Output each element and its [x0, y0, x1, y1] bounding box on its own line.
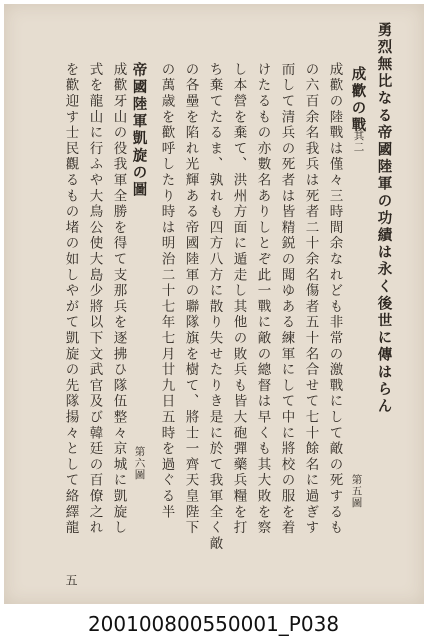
- document-page: [4, 4, 424, 604]
- section-subheading: 其二: [352, 130, 365, 153]
- body-line: し本營を棄て、洪州方面に遁走し其他の敗兵も皆大砲彈藥兵糧を打: [230, 62, 247, 536]
- body-line: の六百余名我兵は死者二十余名傷者五十名合せて七十餘名に過ぎす: [302, 62, 319, 536]
- body-line: 成歡牙山の役我軍全勝を得て支那兵を逐拂ひ隊伍整々京城に凱旋し: [110, 62, 127, 536]
- section-heading: 帝國陸軍凱旋の圖: [130, 62, 148, 199]
- figure-label: 第五圖: [350, 474, 363, 509]
- image-caption: 20010080055000​1_P038: [0, 608, 427, 640]
- section-heading: 成歡の戰: [349, 66, 367, 135]
- figure-label: 第六圖: [133, 446, 146, 481]
- body-line: 式を龍山に行ふや大鳥公使大島少將以下文武官及び韓廷の百僚之れ: [86, 62, 103, 536]
- page-title: 勇烈無比なる帝國陸軍の功績は永く後世に傳はらん: [375, 22, 393, 416]
- body-line: ち棄てたるま、孰れも四方八方に散り失せたりき是に於て我軍全く敵: [206, 62, 223, 552]
- body-line: 而して清兵の死者は皆精鋭の聞ゆある練軍にして中に將校の服を着: [278, 62, 295, 536]
- body-line: の各壘を陷れ光輝ある帝國陸軍の聯隊旗を樹て、將士一齊天皇陛下: [182, 62, 199, 536]
- body-line: の萬歳を歡呼したり時は明治二十七年七月廿九日五時を過ぐる半: [158, 62, 175, 521]
- body-line: を歡迎す士民觀るもの堵の如しやがて凱旋の先隊揚々として絡繹龍: [62, 62, 79, 536]
- body-line: けたるもの亦數名ありしとぞ此一戰に敵の總督は早くも其大敗を察: [254, 62, 271, 536]
- body-line: 成歡の陸戰は僅々三時間余なれども非常の激戰にして敵の死するも: [326, 62, 343, 536]
- page-number: 五: [64, 574, 78, 589]
